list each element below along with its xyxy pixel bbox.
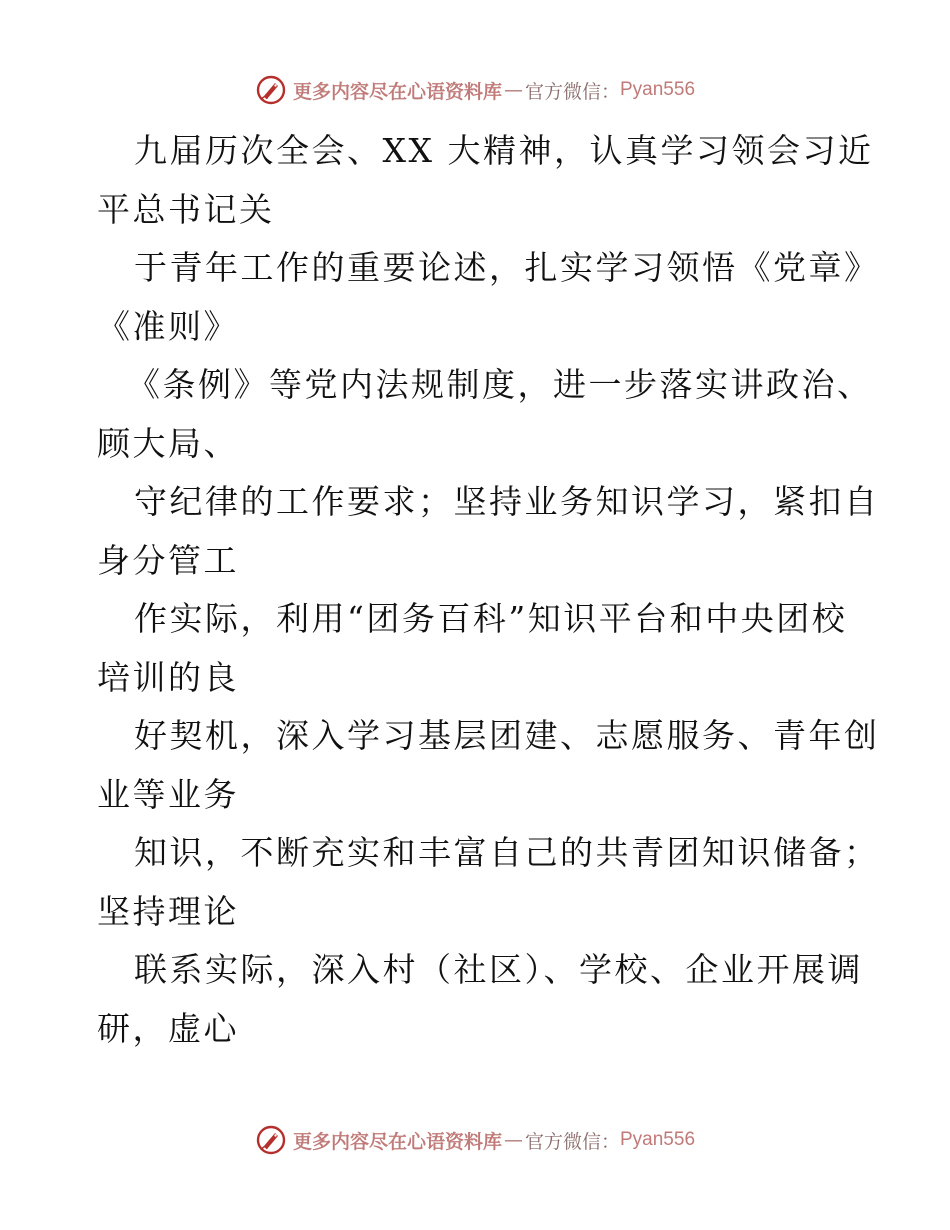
text-line: 作实际，利用“团务百科”知识平台和中央团校 xyxy=(134,599,848,638)
banner-brand-text: 更多内容尽在心语资料库 xyxy=(292,80,502,103)
text-line: 研，虚心 xyxy=(97,1008,239,1048)
footer-banner xyxy=(0,1120,950,1160)
text-line: 业等业务 xyxy=(97,774,239,814)
text-line: 九届历次全会、XX 大精神，认真学习领会习近 xyxy=(134,131,874,170)
text-line: 坚持理论 xyxy=(97,891,239,931)
text-line: 于青年工作的重要论述，扎实学习领悟《党章》 xyxy=(134,248,880,287)
document-body xyxy=(97,122,880,1058)
text-line: 知识，不断充实和丰富自己的共青团知识储备； xyxy=(134,833,880,872)
banner-wechat-handle: Pyan556 xyxy=(620,1129,696,1150)
pen-nib-logo-icon xyxy=(255,1124,287,1156)
pen-nib-logo-icon xyxy=(255,74,287,106)
text-line: 培训的良 xyxy=(97,657,239,697)
text-line: 联系实际，深入村（社区）、学校、企业开展调 xyxy=(134,950,863,989)
text-line: 好契机，深入学习基层团建、志愿服务、青年创 xyxy=(134,716,880,755)
banner-dash: — xyxy=(503,1129,523,1151)
text-line: 《条例》等党内法规制度，进一步落实讲政治、 xyxy=(127,365,873,404)
text-line: 顾大局、 xyxy=(97,423,239,463)
banner-dash: — xyxy=(503,79,523,101)
banner-wechat-label: 官方微信： xyxy=(524,1130,620,1153)
banner-brand-text: 更多内容尽在心语资料库 xyxy=(292,1130,502,1153)
text-line: 守纪律的工作要求；坚持业务知识学习，紧扣自 xyxy=(134,482,880,521)
banner-wechat-label: 官方微信： xyxy=(524,80,620,103)
text-line: 《准则》 xyxy=(97,306,239,346)
text-line: 平总书记关 xyxy=(97,189,275,229)
text-line: 身分管工 xyxy=(97,540,239,580)
banner-wechat-handle: Pyan556 xyxy=(620,79,696,100)
header-banner xyxy=(0,70,950,110)
